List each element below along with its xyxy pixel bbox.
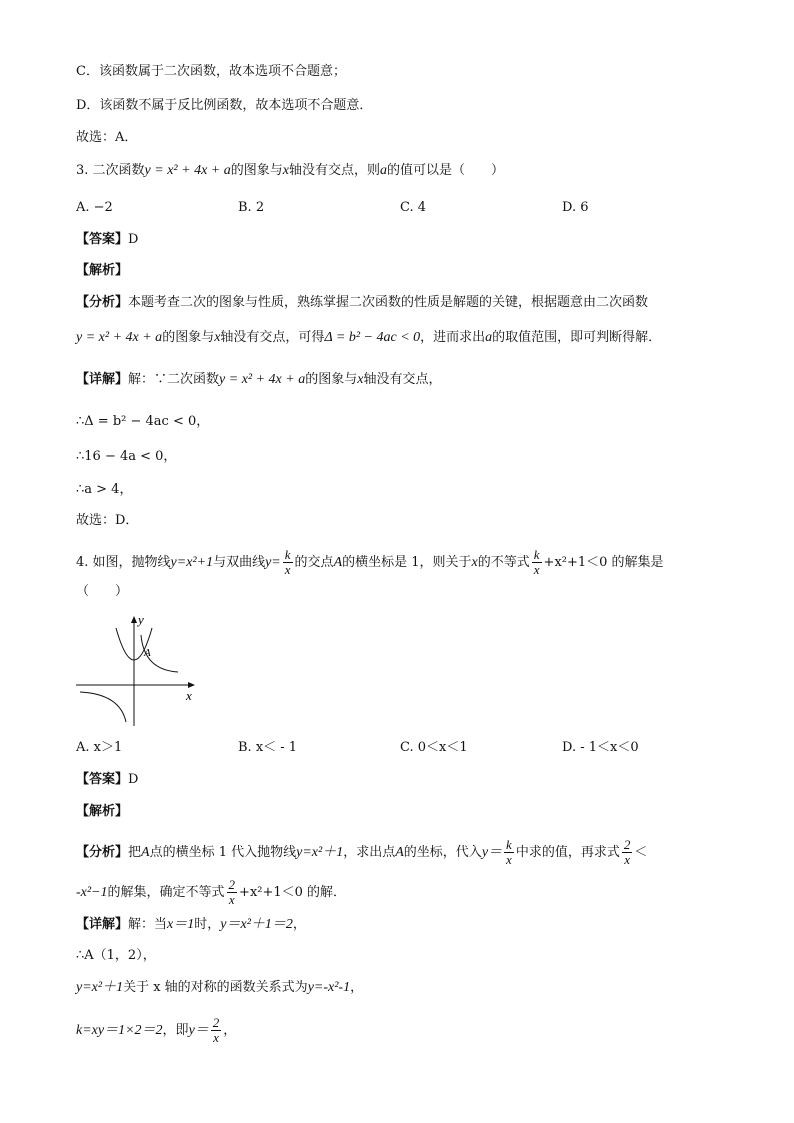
q3-fenxi-line1: 【分析】本题考查二次的图象与性质，熟练掌握二次函数的性质是解题的关键，根据题意由二次函数 [76,295,649,310]
question-4: 4. 如图，抛物线y=x²+1与双曲线y= $\frac{k}{x}$ 的交点A的横坐标是 1，则关于x的不等式 $\frac{k}{x}$ +x²+1＜0 的解集是 [76,547,664,577]
q3-choose-d: 故选：D． [76,513,139,528]
q4-option-c: C. 0＜x＜1 [400,740,468,755]
hyperbola-branch-left [80,692,126,722]
answer-choice-a: 故选：A． [76,130,138,145]
fraction-k-over-x: $\frac{k}{x}$ [284,547,291,577]
q4-analysis-heading: 【解析】 [76,804,129,819]
y-axis-label: y [138,612,144,627]
q3-step1: ∴Δ = b² − 4ac < 0， [76,414,210,429]
q4-step1: ∴A（1，2）， [76,948,156,963]
q4-answer: 【答案】D [76,772,139,787]
parabola-hyperbola-figure [74,610,200,728]
y-axis-arrow [131,616,137,623]
q4-option-b: B. x＜ - 1 [238,740,298,755]
fraction-k-over-x-3: $\frac{k}{x}$ [506,837,512,867]
q4-fenxi-line1: 【分析】把A点的横坐标 1 代入抛物线y=x²＋1，求出点A的坐标，代入y＝ $\frac{k}{x}$ 中求的值，再求式 $\frac{2}{x}$ ＜ [76,837,648,867]
q3-fenxi-line2: y = x² + 4x + a的图象与x轴没有交点，可得Δ = b² − 4ac < 0，进而求出a的取值范围，即可判断得解． [76,330,662,345]
q3-analysis-heading: 【解析】 [76,263,129,278]
q4-fenxi-line2: -x²−1的解集，确定不等式 $\frac{2}{x}$ +x²+1＜0 的解． [76,877,347,907]
q3-detail-line1: 【详解】解：∵二次函数y = x² + 4x + a的图象与x轴没有交点， [76,372,442,387]
question-3: 3. 二次函数y = x² + 4x + a的图象与x轴没有交点，则a的值可以是（ ） [76,163,504,178]
q4-detail-line1: 【详解】解：当x＝1时，y＝x²＋1＝2， [76,917,306,932]
q3-step2: ∴16 − 4a < 0， [76,449,177,464]
fraction-k-over-x-2: $\frac{k}{x}$ [533,547,540,577]
q3-option-d: D. 6 [562,200,589,215]
q4-paren: （ ） [76,584,129,599]
q4-option-a: A. x＞1 [76,740,123,755]
q4-step3: k=xy＝1×2＝2，即y＝ $\frac{2}{x}$ ， [76,1015,237,1045]
q4-step2: y=x²＋1关于 x 轴的对称的函数关系式为y=-x²-1， [76,980,364,995]
fraction-2-over-x-2: $\frac{2}{x}$ [228,877,236,907]
fraction-2-over-x-3: $\frac{2}{x}$ [212,1015,220,1045]
q3-step3: ∴a > 4， [76,482,133,497]
x-axis-label: x [186,688,192,703]
q4-option-d: D. - 1＜x＜0 [562,740,639,755]
q3-answer: 【答案】D [76,232,139,247]
option-c-explanation: C．该函数属于二次函数，故本选项不合题意； [76,64,346,79]
option-d-explanation: D．该函数不属于反比例函数，故本选项不合题意． [76,98,373,113]
q3-option-c: C. 4 [400,200,427,215]
q3-option-b: B. 2 [238,200,265,215]
fraction-2-over-x: $\frac{2}{x}$ [623,837,631,867]
q3-option-a: A. −2 [76,200,113,215]
point-a-label: A [144,647,151,659]
